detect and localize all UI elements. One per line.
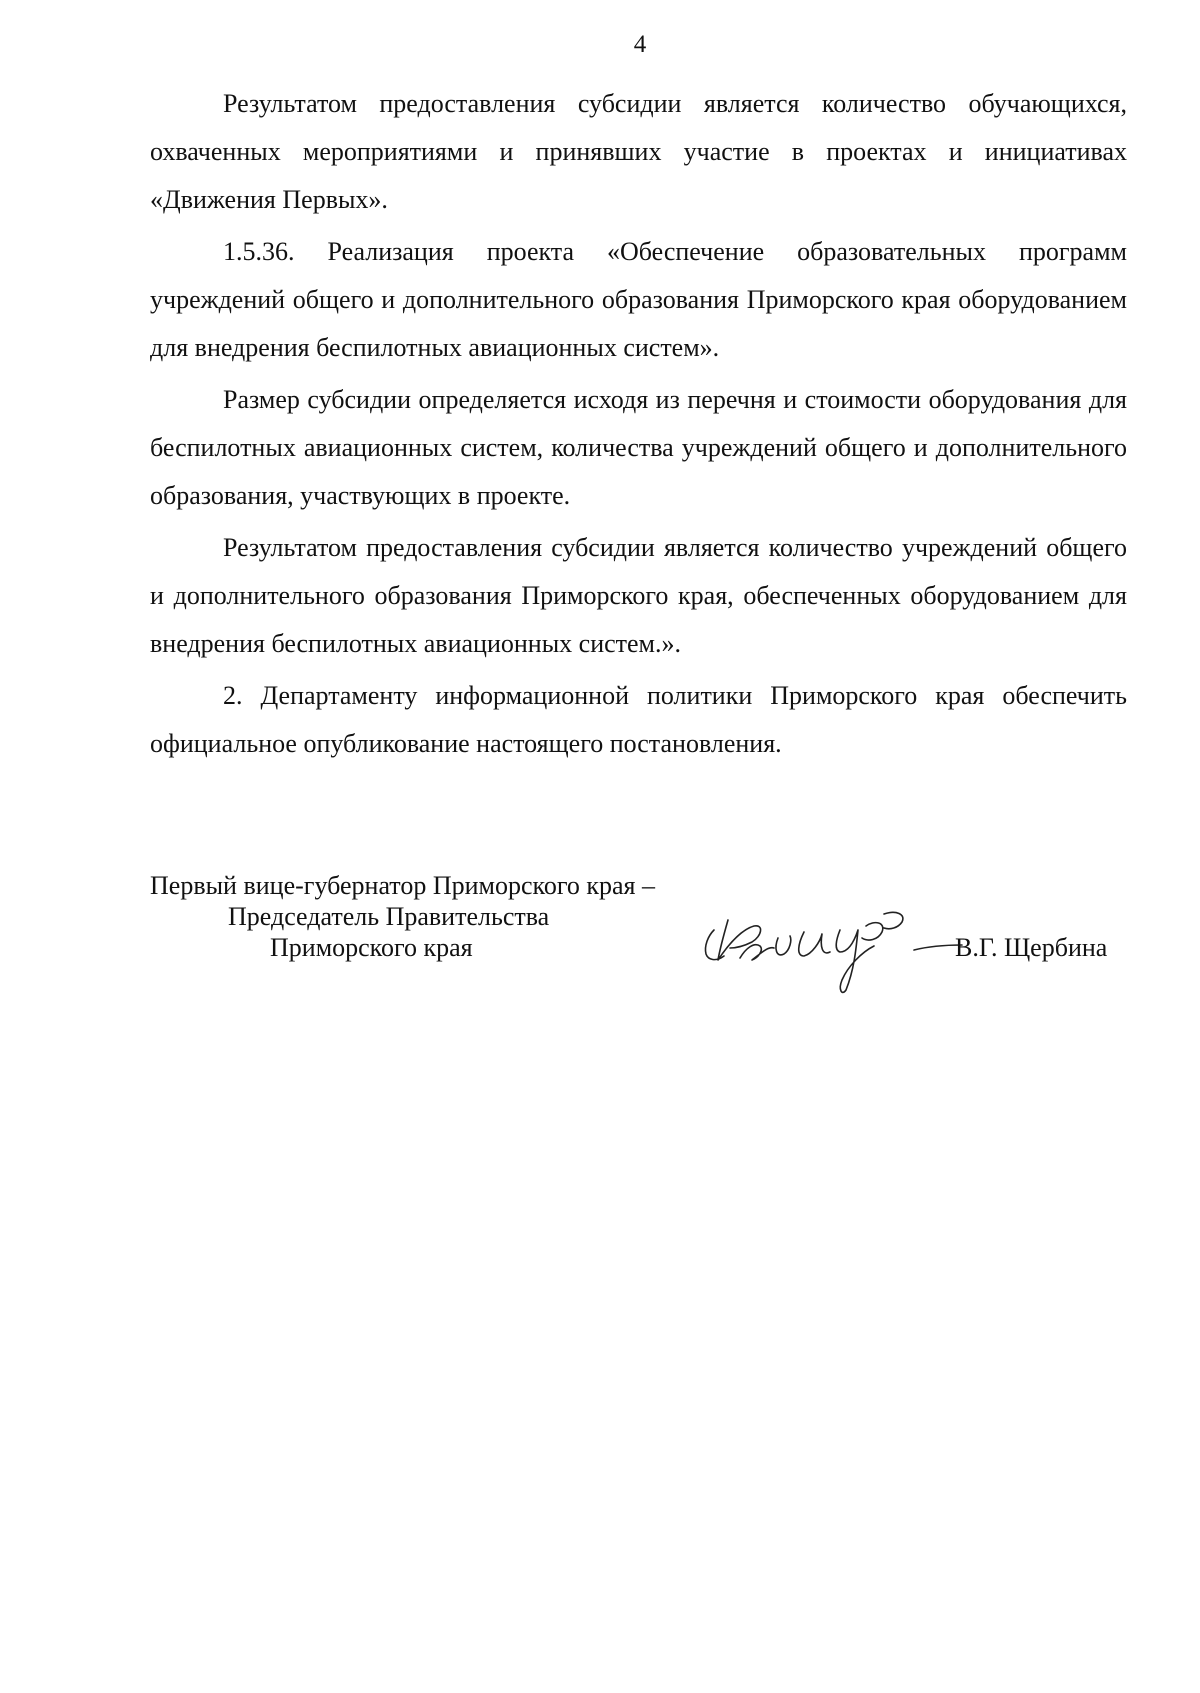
signatory-position-line-3: Приморского края xyxy=(270,933,473,962)
handwritten-signature-icon xyxy=(670,890,970,1000)
signatory-position-line-1: Первый вице-губернатор Приморского края – xyxy=(150,871,655,900)
paragraph-result-second xyxy=(150,524,1127,668)
paragraph-department-instruction xyxy=(150,672,1127,768)
paragraph-project-1-5-36 xyxy=(150,228,1127,372)
paragraph-text: Результатом предоставления субсидии является количество учреждений общего и дополнительного образования Приморского края, обеспеченных оборудованием для внедрения беспилотных авиационных систем.». xyxy=(150,533,1127,658)
paragraph-text: 1.5.36. Реализация проекта «Обеспечение образовательных программ учреждений общего и дополнительного образования Приморского края оборудованием для внедрения беспилотных авиационных систем». xyxy=(150,237,1127,362)
page-number: 4 xyxy=(633,31,647,58)
paragraph-subsidy-size xyxy=(150,376,1127,520)
paragraph-text: Результатом предоставления субсидии является количество обучающихся, охваченных мероприятиями и принявших участие в проектах и инициативах «Движения Первых». xyxy=(150,89,1127,214)
paragraph-text: 2. Департаменту информационной политики Приморского края обеспечить официальное опубликование настоящего постановления. xyxy=(150,681,1127,758)
paragraph-result-first xyxy=(150,80,1127,224)
signatory-position-line-2: Председатель Правительства xyxy=(228,902,550,931)
paragraph-text: Размер субсидии определяется исходя из перечня и стоимости оборудования для беспилотных авиационных систем, количества учреждений общего и дополнительного образования, участвующих в проекте. xyxy=(150,385,1127,510)
signature-block xyxy=(150,870,1130,1010)
signatory-name: В.Г. Щербина xyxy=(955,933,1108,962)
